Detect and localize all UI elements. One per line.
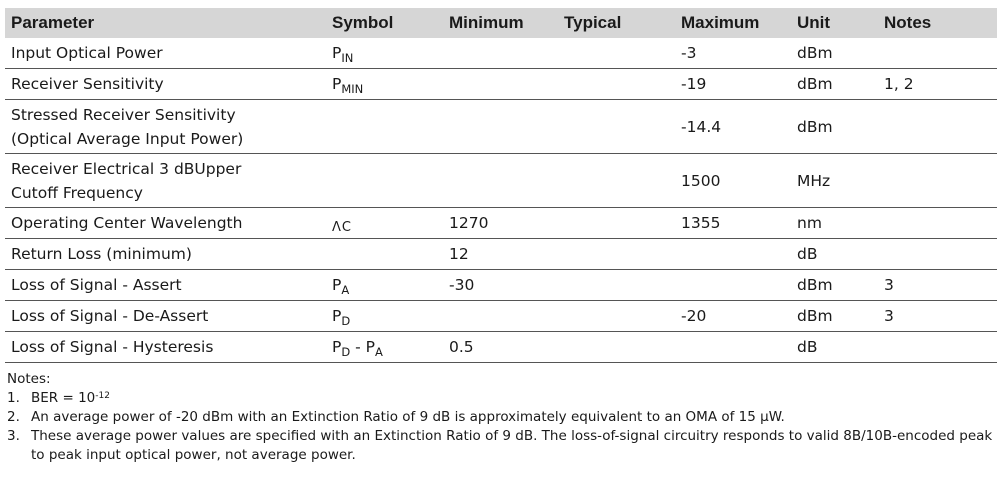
cell-notes bbox=[878, 154, 997, 208]
header-notes: Notes bbox=[878, 8, 997, 38]
note-text: An average power of -20 dBm with an Extinction Ratio of 9 dB is approximately equivalent to an OMA of 15 µW. bbox=[31, 409, 785, 425]
cell-symbol bbox=[326, 38, 443, 69]
cell-notes bbox=[878, 38, 997, 69]
parameter-line: Input Optical Power bbox=[11, 44, 163, 62]
cell-notes bbox=[878, 208, 997, 239]
cell-parameter bbox=[5, 208, 326, 239]
cell-unit: dBm bbox=[791, 69, 878, 100]
cell-unit: dBm bbox=[791, 38, 878, 69]
table-row bbox=[5, 301, 997, 332]
symbol-sym-main: P bbox=[332, 275, 342, 294]
cell-minimum: 1270 bbox=[443, 208, 558, 239]
parameter-line: Loss of Signal - Hysteresis bbox=[11, 338, 214, 356]
cell-notes: 3 bbox=[878, 270, 997, 301]
cell-parameter bbox=[5, 239, 326, 270]
cell-symbol bbox=[326, 270, 443, 301]
cell-maximum: -14.4 bbox=[675, 100, 791, 154]
cell-symbol bbox=[326, 239, 443, 270]
cell-minimum bbox=[443, 154, 558, 208]
table-row bbox=[5, 69, 997, 100]
header-symbol: Symbol bbox=[326, 8, 443, 38]
notes-heading: Notes: bbox=[7, 371, 51, 387]
symbol-sym-sub: D bbox=[341, 313, 351, 328]
parameter-line: Receiver Sensitivity bbox=[11, 75, 164, 93]
cell-unit: MHz bbox=[791, 154, 878, 208]
note-number: 1. bbox=[7, 390, 20, 406]
parameter-line: Cutoff Frequency bbox=[11, 183, 143, 202]
cell-typical bbox=[558, 100, 675, 154]
parameter-line: Operating Center Wavelength bbox=[11, 214, 243, 232]
cell-parameter bbox=[5, 270, 326, 301]
cell-notes: 3 bbox=[878, 301, 997, 332]
cell-typical bbox=[558, 239, 675, 270]
cell-typical bbox=[558, 38, 675, 69]
cell-unit: dBm bbox=[791, 270, 878, 301]
note-item bbox=[7, 408, 997, 427]
cell-minimum bbox=[443, 100, 558, 154]
table-row bbox=[5, 270, 997, 301]
cell-unit: nm bbox=[791, 208, 878, 239]
cell-typical bbox=[558, 69, 675, 100]
header-typical: Typical bbox=[558, 8, 675, 38]
cell-parameter bbox=[5, 154, 326, 208]
cell-maximum bbox=[675, 332, 791, 363]
cell-notes bbox=[878, 332, 997, 363]
table-row bbox=[5, 100, 997, 154]
cell-parameter bbox=[5, 38, 326, 69]
notes-section bbox=[7, 370, 997, 465]
cell-parameter bbox=[5, 301, 326, 332]
cell-unit: dB bbox=[791, 332, 878, 363]
parameter-line: Return Loss (minimum) bbox=[11, 245, 192, 263]
note-exponent: -12 bbox=[95, 391, 110, 401]
symbol-sym-main: P bbox=[332, 43, 342, 62]
cell-symbol bbox=[326, 69, 443, 100]
cell-unit: dB bbox=[791, 239, 878, 270]
symbol-sym-sub: ΛC bbox=[332, 220, 352, 235]
symbol-sym-main: P bbox=[332, 306, 342, 325]
symbol-sym-main: P bbox=[332, 74, 342, 93]
receiver-spec-table bbox=[5, 8, 997, 363]
note-number: 2. bbox=[7, 409, 20, 425]
cell-maximum bbox=[675, 239, 791, 270]
symbol-sym-sub: A bbox=[341, 282, 350, 297]
table-row bbox=[5, 239, 997, 270]
header-maximum: Maximum bbox=[675, 8, 791, 38]
symbol-sym-sub: MIN bbox=[341, 81, 364, 96]
cell-typical bbox=[558, 301, 675, 332]
cell-parameter bbox=[5, 69, 326, 100]
cell-typical bbox=[558, 208, 675, 239]
cell-symbol bbox=[326, 208, 443, 239]
cell-maximum: 1355 bbox=[675, 208, 791, 239]
symbol-sym-main2: - P bbox=[350, 337, 376, 356]
cell-maximum: -19 bbox=[675, 69, 791, 100]
symbol-sym-sub: IN bbox=[341, 50, 354, 65]
header-minimum: Minimum bbox=[443, 8, 558, 38]
cell-minimum: -30 bbox=[443, 270, 558, 301]
cell-symbol bbox=[326, 100, 443, 154]
header-unit: Unit bbox=[791, 8, 878, 38]
note-item bbox=[7, 389, 997, 408]
note-item bbox=[7, 427, 997, 465]
symbol-sym-sub2: A bbox=[375, 344, 383, 359]
cell-parameter bbox=[5, 100, 326, 154]
cell-typical bbox=[558, 332, 675, 363]
cell-typical bbox=[558, 154, 675, 208]
cell-unit: dBm bbox=[791, 100, 878, 154]
symbol-sym-sub: D bbox=[341, 344, 351, 359]
cell-maximum: -3 bbox=[675, 38, 791, 69]
note-text bbox=[31, 389, 997, 408]
cell-symbol bbox=[326, 154, 443, 208]
cell-maximum: -20 bbox=[675, 301, 791, 332]
table-row bbox=[5, 208, 997, 239]
cell-minimum bbox=[443, 69, 558, 100]
cell-notes bbox=[878, 239, 997, 270]
cell-parameter bbox=[5, 332, 326, 363]
cell-symbol bbox=[326, 332, 443, 363]
cell-maximum: 1500 bbox=[675, 154, 791, 208]
cell-typical bbox=[558, 270, 675, 301]
header-row bbox=[5, 8, 997, 38]
parameter-line: Loss of Signal - Assert bbox=[11, 276, 182, 294]
cell-notes bbox=[878, 100, 997, 154]
table-row bbox=[5, 38, 997, 69]
cell-symbol bbox=[326, 301, 443, 332]
cell-maximum bbox=[675, 270, 791, 301]
table-row bbox=[5, 332, 997, 363]
parameter-line: (Optical Average Input Power) bbox=[11, 129, 244, 148]
symbol-sym-main: P bbox=[332, 337, 342, 356]
cell-minimum: 12 bbox=[443, 239, 558, 270]
parameter-line: Loss of Signal - De-Assert bbox=[11, 307, 209, 325]
cell-minimum bbox=[443, 301, 558, 332]
cell-minimum bbox=[443, 38, 558, 69]
cell-notes: 1, 2 bbox=[878, 69, 997, 100]
cell-minimum: 0.5 bbox=[443, 332, 558, 363]
note-number: 3. bbox=[7, 428, 20, 444]
header-parameter: Parameter bbox=[5, 8, 326, 38]
cell-unit: dBm bbox=[791, 301, 878, 332]
note-text-main: BER = 10 bbox=[31, 390, 96, 406]
table-row bbox=[5, 154, 997, 208]
parameter-line: Receiver Electrical 3 dBUpper bbox=[11, 159, 242, 178]
note-text: These average power values are specified with an Extinction Ratio of 9 dB. The loss-of-signal circuitry responds to valid 8B/10B-encoded peak to peak input optical power, not average power. bbox=[31, 428, 993, 463]
parameter-line: Stressed Receiver Sensitivity bbox=[11, 105, 236, 124]
